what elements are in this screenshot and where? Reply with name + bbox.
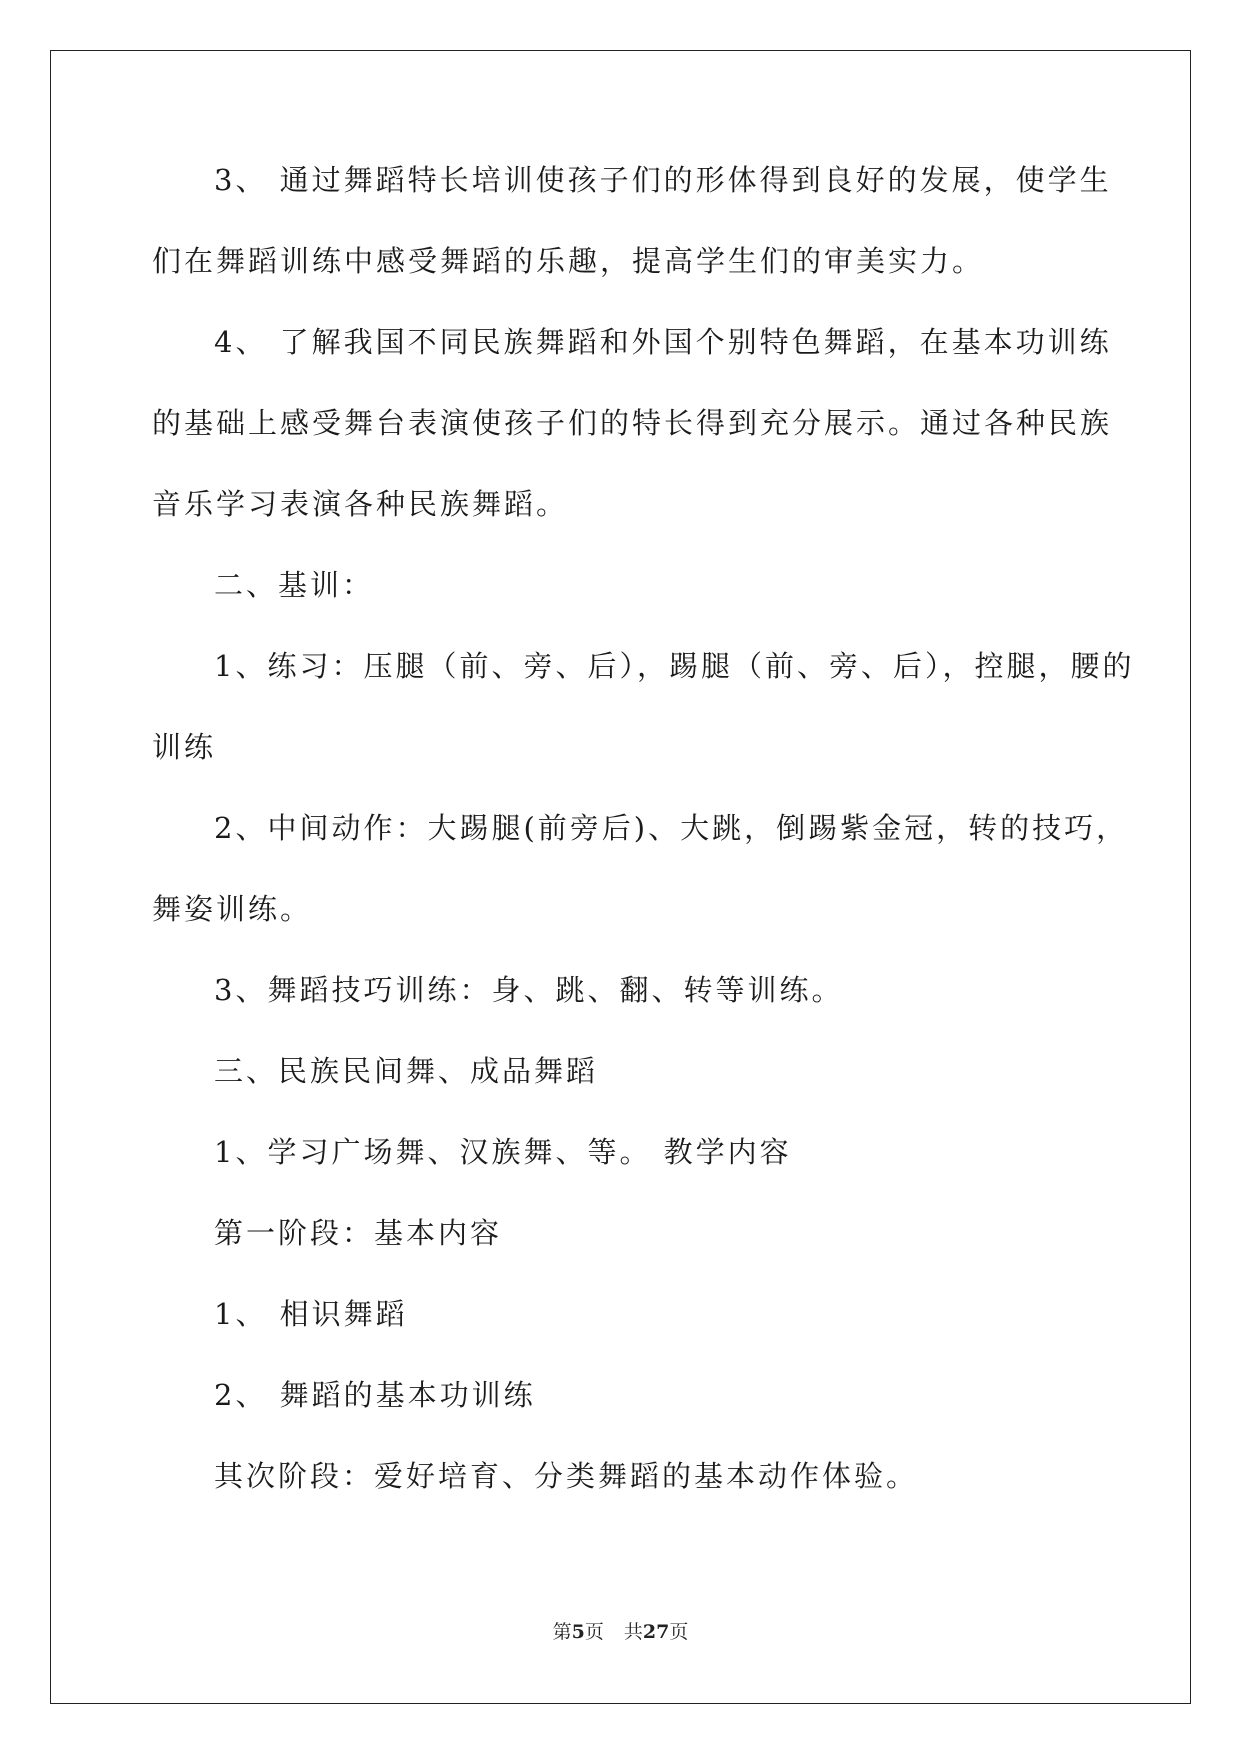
page-prefix: 第 [552, 1621, 572, 1643]
stage-heading: 其次阶段：爱好培育、分类舞蹈的基本动作体验。 [214, 1459, 919, 1493]
paragraph-line: 舞姿训练。 [152, 892, 313, 926]
paragraph-line: 音乐学习表演各种民族舞蹈。 [152, 487, 569, 521]
document-body [152, 160, 1135, 1537]
total-pages: 27 [642, 1621, 670, 1643]
paragraph-line: 3、 通过舞蹈特长培训使孩子们的形体得到良好的发展，使学生 [214, 163, 1112, 197]
page-number: 5 [571, 1621, 585, 1643]
total-prefix: 共 [623, 1621, 643, 1643]
paragraph-line: 4、 了解我国不同民族舞蹈和外国个别特色舞蹈，在基本功训练 [214, 325, 1112, 359]
paragraph-line: 2、中间动作：大踢腿(前旁后)、大跳，倒踢紫金冠，转的技巧， [214, 811, 1129, 845]
section-heading: 三、民族民间舞、成品舞蹈 [214, 1054, 599, 1088]
paragraph-line: 3、舞蹈技巧训练：身、跳、翻、转等训练。 [214, 973, 844, 1007]
paragraph-line: 训练 [152, 730, 217, 764]
page-suffix: 页 [584, 1621, 604, 1643]
section-heading: 二、基训： [214, 568, 375, 602]
total-suffix: 页 [669, 1621, 689, 1643]
paragraph-line: 2、 舞蹈的基本功训练 [214, 1378, 536, 1412]
paragraph-line: 们在舞蹈训练中感受舞蹈的乐趣，提高学生们的审美实力。 [152, 244, 985, 278]
paragraph-line: 1、 相识舞蹈 [214, 1297, 408, 1331]
paragraph-line: 的基础上感受舞台表演使孩子们的特长得到充分展示。通过各种民族 [152, 406, 1113, 440]
paragraph-line: 1、学习广场舞、汉族舞、等。 教学内容 [214, 1135, 792, 1169]
page-footer [0, 1620, 1241, 1644]
paragraph-line: 1、练习：压腿（前、旁、后），踢腿（前、旁、后），控腿，腰的 [214, 649, 1135, 683]
stage-heading: 第一阶段：基本内容 [214, 1216, 503, 1250]
